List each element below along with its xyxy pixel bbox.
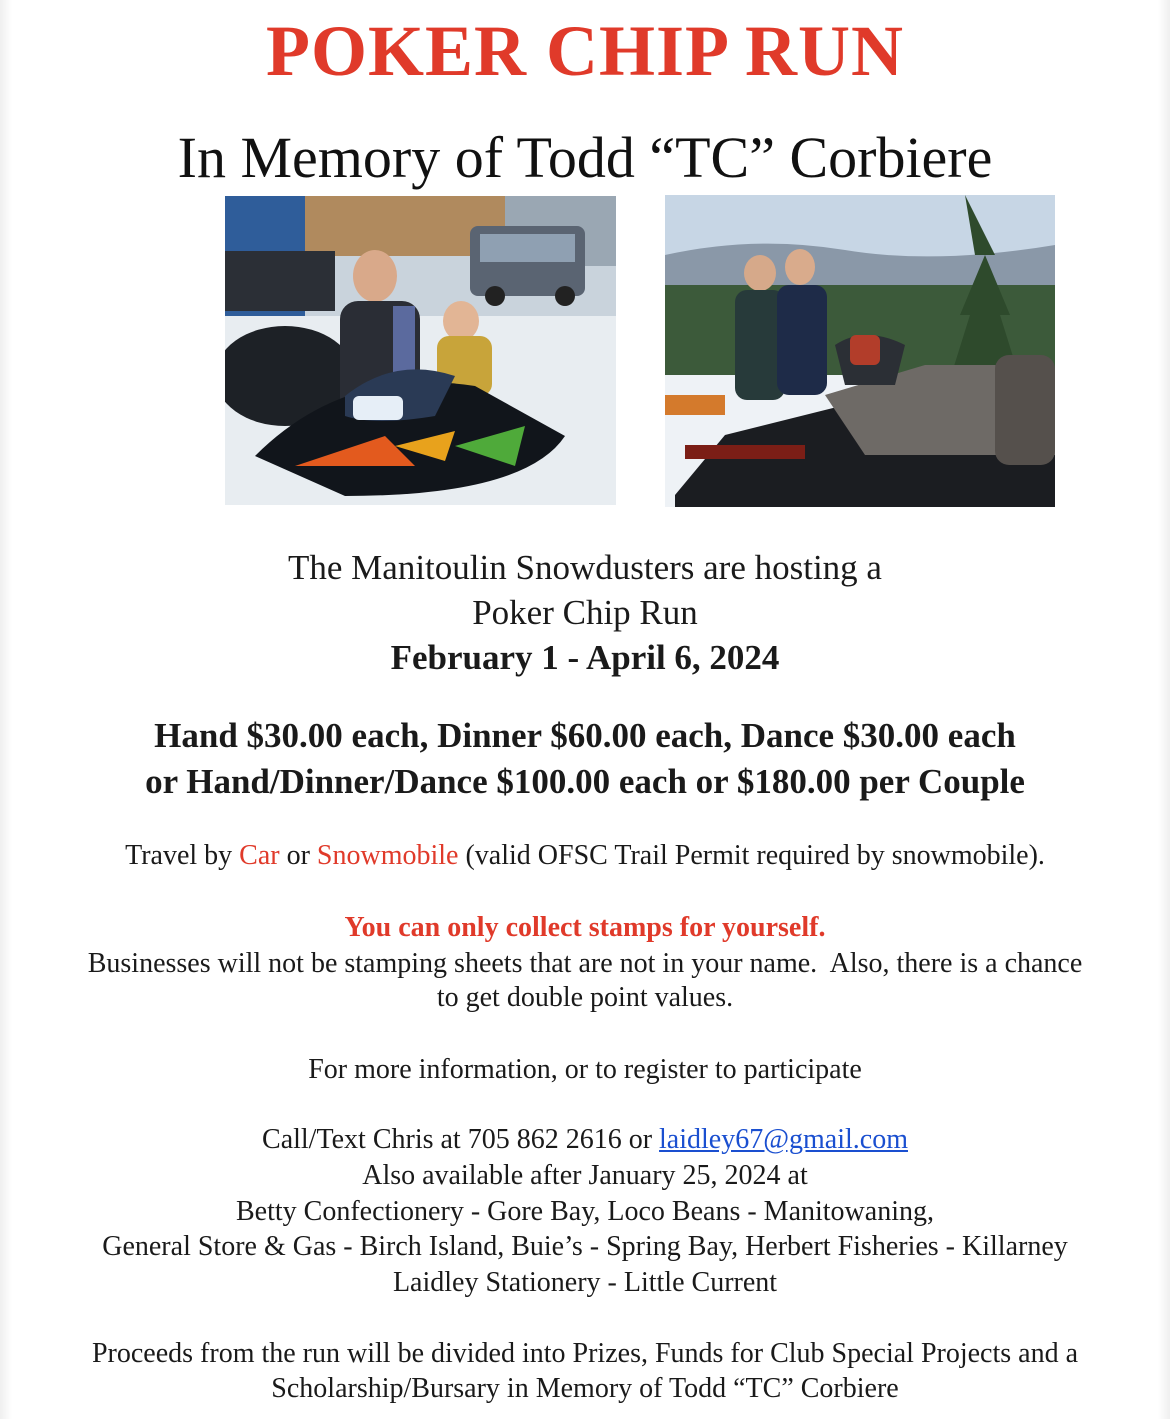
location-line-3: Laidley Stationery - Little Current (392, 1267, 778, 1298)
intro-line-1: The Manitoulin Snowdusters are hosting a (288, 548, 882, 587)
location-line-2: General Store & Gas - Birch Island, Buie’s - Spring Bay, Herbert Fisheries - Killarney (102, 1231, 1068, 1262)
travel-suffix: (valid OFSC Trail Permit required by snowmobile). (458, 840, 1045, 871)
email-link[interactable]: laidley67@gmail.com (659, 1124, 908, 1155)
poster-subtitle: In Memory of Todd “TC” Corbiere (177, 125, 993, 190)
travel-snowmobile: Snowmobile (316, 840, 459, 871)
business-line-2: to get double point values. (436, 982, 734, 1013)
poster-title: POKER CHIP RUN (265, 11, 905, 91)
travel-line (0, 840, 1170, 872)
price-line-1: Hand $30.00 each, Dinner $60.00 each, Dance $30.00 each (154, 716, 1016, 755)
stamp-warning: You can only collect stamps for yourself. (344, 912, 826, 943)
event-dates: February 1 - April 6, 2024 (390, 638, 780, 677)
intro-line-2: Poker Chip Run (472, 593, 698, 632)
availability-line: Also available after January 25, 2024 at (362, 1160, 808, 1191)
location-line-1: Betty Confectionery - Gore Bay, Loco Beans - Manitowaning, (235, 1196, 934, 1227)
proceeds-line-1: Proceeds from the run will be divided into Prizes, Funds for Club Special Projects and a (91, 1338, 1079, 1369)
travel-or: or (279, 840, 317, 871)
contact-prefix: Call/Text Chris at 705 862 2616 or (262, 1124, 660, 1155)
proceeds-line-2: Scholarship/Bursary in Memory of Todd “TC” Corbiere (271, 1373, 899, 1404)
info-line: For more information, or to register to participate (308, 1054, 862, 1085)
price-line-2: or Hand/Dinner/Dance $100.00 each or $180.00 per Couple (145, 762, 1025, 801)
contact-line (0, 1124, 1170, 1156)
photo-man-child-snowmobile (225, 196, 616, 505)
travel-car: Car (239, 840, 280, 871)
travel-prefix: Travel by (125, 840, 240, 871)
business-line-1: Businesses will not be stamping sheets that are not in your name. Also, there is a chance (87, 948, 1083, 979)
photo-couple-snowmobile (665, 195, 1055, 507)
